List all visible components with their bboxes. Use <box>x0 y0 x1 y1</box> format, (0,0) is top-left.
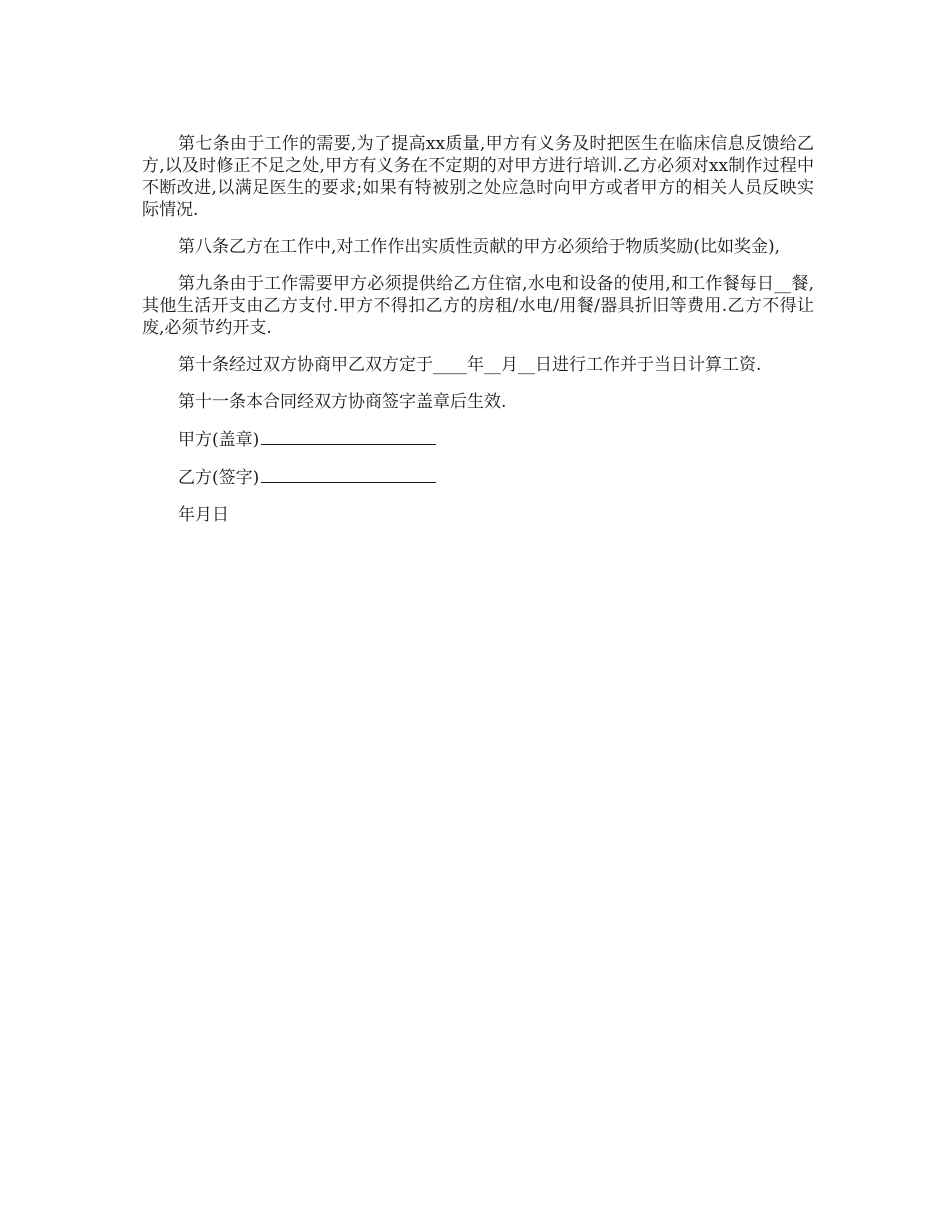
clause-7: 第七条由于工作的需要,为了提高xx质量,甲方有义务及时把医生在临床信息反馈给乙方,以及时修正不足之处,甲方有义务在不定期的对甲方进行培训.乙方必须对xx制作过程中不断改进,以满足医生的要求;如果有特被别之处应急时向甲方或者甲方的相关人员反映实际情况. <box>142 134 814 220</box>
party-a-signature-line <box>142 428 814 451</box>
clause-9: 第九条由于工作需要甲方必须提供给乙方住宿,水电和设备的使用,和工作餐每日__餐,其他生活开支由乙方支付.甲方不得扣乙方的房租/水电/用餐/器具折旧等费用.乙方不得让废,必须节约开支. <box>142 274 814 338</box>
clause-8: 第八条乙方在工作中,对工作作出实质性贡献的甲方必须给于物质奖励(比如奖金), <box>178 237 781 257</box>
party-b-signature-line <box>142 466 814 489</box>
date-label: 年月日 <box>178 505 229 525</box>
clause-10: 第十条经过双方协商甲乙双方定于____年__月__日进行工作并于当日计算工资. <box>178 355 762 375</box>
party-b-blank <box>261 466 436 483</box>
contract-page <box>142 133 814 541</box>
party-b-label: 乙方(签字) <box>178 468 260 488</box>
party-a-blank <box>261 428 436 445</box>
party-a-label: 甲方(盖章) <box>178 430 260 450</box>
date-line <box>142 504 814 526</box>
clause-11: 第十一条本合同经双方协商签字盖章后生效. <box>178 392 507 412</box>
